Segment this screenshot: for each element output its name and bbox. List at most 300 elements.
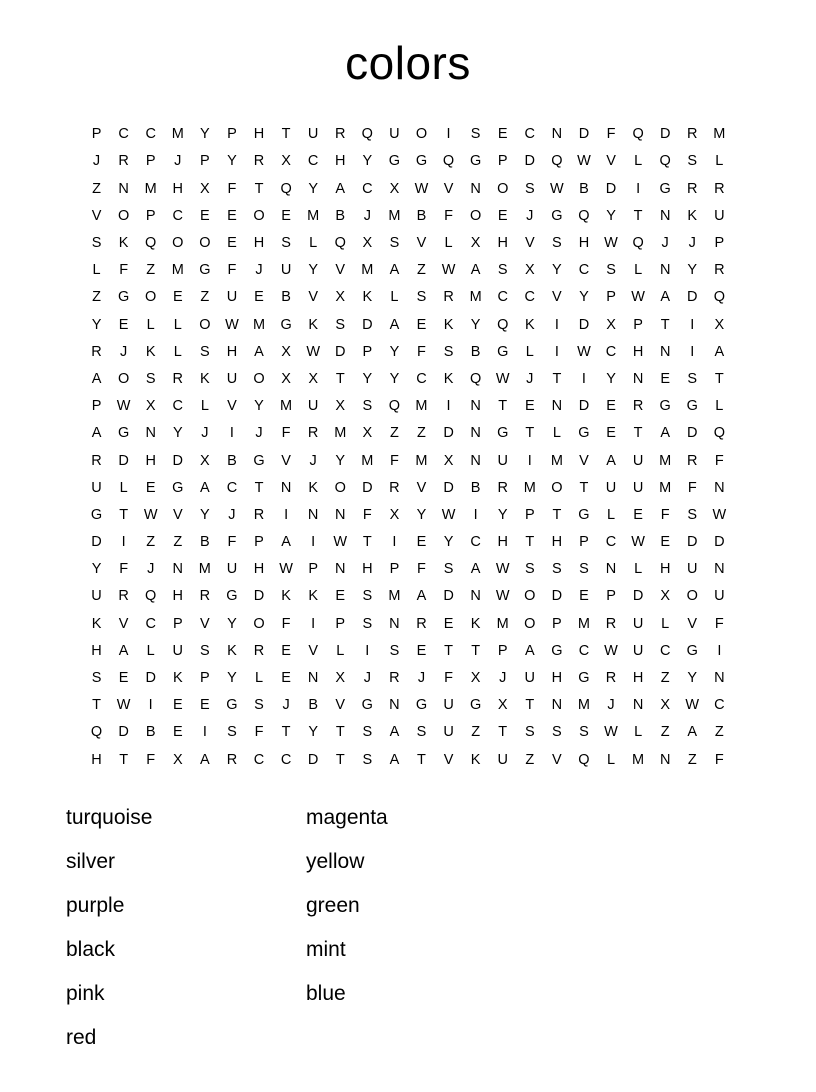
grid-cell: Q xyxy=(469,370,482,387)
grid-cell: E xyxy=(118,670,129,687)
grid-cell: D xyxy=(443,479,454,496)
grid-cell: R xyxy=(335,126,346,143)
grid-cell: Z xyxy=(417,262,426,279)
grid-cell: G xyxy=(497,425,509,442)
grid-cell: P xyxy=(606,588,616,605)
grid-row xyxy=(83,611,733,638)
grid-cell: L xyxy=(254,670,264,687)
grid-row xyxy=(83,257,733,284)
grid-cell: M xyxy=(415,452,428,469)
grid-cell: K xyxy=(308,588,318,605)
grid-cell: X xyxy=(200,452,210,469)
grid-cell: S xyxy=(497,262,508,279)
grid-cell: G xyxy=(117,425,130,442)
grid-cell: Z xyxy=(417,425,426,442)
grid-cell: E xyxy=(281,670,291,687)
grid-cell: F xyxy=(119,262,129,279)
grid-cell: M xyxy=(252,316,266,333)
grid-cell: Q xyxy=(90,724,103,741)
grid-cell: Y xyxy=(606,370,616,387)
grid-row xyxy=(83,176,733,203)
grid-cell: Y xyxy=(227,615,237,632)
grid-cell: X xyxy=(443,452,454,469)
grid-cell: G xyxy=(497,343,509,360)
grid-cell: O xyxy=(334,479,346,496)
grid-cell: I xyxy=(311,534,316,551)
grid-cell: A xyxy=(254,343,264,360)
grid-cell: M xyxy=(307,207,320,224)
grid-cell: N xyxy=(714,479,725,496)
grid-cell: Q xyxy=(497,316,509,333)
grid-cell: Y xyxy=(335,452,346,469)
grid-cell: M xyxy=(280,398,293,415)
grid-cell: G xyxy=(659,398,671,415)
grid-cell: F xyxy=(146,751,156,768)
grid-cell: X xyxy=(470,235,481,252)
grid-cell: D xyxy=(145,670,156,687)
grid-cell: F xyxy=(606,126,616,143)
grid-cell: X xyxy=(389,180,400,197)
grid-cell: W xyxy=(279,561,293,578)
grid-cell: L xyxy=(634,724,643,741)
grid-cell: E xyxy=(145,479,156,496)
grid-cell: J xyxy=(661,235,669,252)
grid-cell: D xyxy=(118,724,129,741)
grid-cell: H xyxy=(551,534,563,551)
grid-cell: Y xyxy=(389,370,400,387)
grid-cell: L xyxy=(309,235,318,252)
grid-row xyxy=(83,502,733,529)
grid-row xyxy=(83,230,733,257)
grid-cell: N xyxy=(118,180,129,197)
grid-cell: G xyxy=(686,642,698,659)
grid-cell: S xyxy=(362,398,373,415)
grid-cell: A xyxy=(389,751,400,768)
grid-cell: N xyxy=(714,561,725,578)
grid-cell: V xyxy=(606,153,616,170)
grid-cell: E xyxy=(524,398,535,415)
grid-cell: O xyxy=(469,207,482,224)
grid-cell: E xyxy=(606,425,616,442)
grid-cell: G xyxy=(578,670,590,687)
grid-cell: F xyxy=(362,506,372,523)
grid-cell: W xyxy=(604,642,618,659)
grid-cell: I xyxy=(690,343,695,360)
grid-cell: S xyxy=(687,370,698,387)
grid-cell: E xyxy=(660,534,671,551)
grid-cell: X xyxy=(524,262,535,279)
grid-cell: D xyxy=(687,289,698,306)
grid-cell: C xyxy=(605,534,617,551)
grid-cell: L xyxy=(634,561,643,578)
grid-cell: W xyxy=(441,506,456,523)
grid-cell: S xyxy=(254,697,264,714)
grid-cell: T xyxy=(92,697,101,714)
grid-cell: P xyxy=(497,153,508,170)
grid-cell: K xyxy=(443,316,454,333)
grid-cell: M xyxy=(496,615,509,632)
grid-cell: A xyxy=(200,751,210,768)
grid-row xyxy=(83,203,733,230)
grid-cell: M xyxy=(523,479,536,496)
grid-cell: M xyxy=(659,479,672,496)
grid-cell: W xyxy=(306,343,320,360)
grid-cell: P xyxy=(200,153,210,170)
grid-cell: L xyxy=(444,235,453,252)
grid-cell: J xyxy=(526,207,534,224)
grid-cell: E xyxy=(254,289,264,306)
grid-cell: E xyxy=(606,398,616,415)
grid-cell: T xyxy=(254,479,264,496)
grid-cell: Z xyxy=(660,670,670,687)
grid-cell: G xyxy=(415,697,428,714)
word-list-item: blue xyxy=(306,981,346,1005)
grid-cell: V xyxy=(443,180,454,197)
grid-cell: E xyxy=(281,642,291,659)
grid-cell: C xyxy=(307,153,319,170)
grid-cell: H xyxy=(632,670,644,687)
grid-cell: J xyxy=(255,262,263,279)
grid-cell: J xyxy=(147,561,155,578)
grid-row xyxy=(83,148,733,175)
grid-cell: Y xyxy=(362,153,373,170)
grid-cell: F xyxy=(444,207,453,224)
grid-cell: M xyxy=(334,425,347,442)
grid-row xyxy=(83,447,733,474)
grid-cell: X xyxy=(470,670,481,687)
grid-cell: X xyxy=(660,588,671,605)
grid-cell: Q xyxy=(713,289,725,306)
grid-cell: G xyxy=(469,153,482,170)
grid-cell: F xyxy=(687,479,697,496)
grid-cell: L xyxy=(92,262,101,279)
grid-cell: V xyxy=(552,751,562,768)
grid-cell: Q xyxy=(578,207,590,224)
grid-cell: D xyxy=(307,751,319,768)
worksheet-page xyxy=(0,36,816,1092)
grid-cell: H xyxy=(91,642,102,659)
grid-cell: N xyxy=(389,697,400,714)
grid-cell: G xyxy=(280,316,292,333)
grid-cell: M xyxy=(144,180,157,197)
grid-cell: L xyxy=(661,615,670,632)
grid-cell: F xyxy=(444,670,453,687)
grid-cell: R xyxy=(687,452,698,469)
grid-cell: U xyxy=(605,479,617,496)
grid-cell: S xyxy=(552,561,562,578)
grid-cell: F xyxy=(281,615,291,632)
grid-cell: O xyxy=(253,615,265,632)
grid-cell: X xyxy=(714,316,725,333)
grid-cell: T xyxy=(471,642,481,659)
grid-cell: M xyxy=(171,126,184,143)
grid-cell: V xyxy=(416,235,427,252)
grid-cell: K xyxy=(227,642,237,659)
grid-cell: Z xyxy=(92,180,101,197)
grid-cell: B xyxy=(281,289,291,306)
grid-cell: P xyxy=(335,615,346,632)
grid-cell: X xyxy=(281,370,291,387)
grid-cell: U xyxy=(687,561,698,578)
grid-cell: W xyxy=(577,343,591,360)
word-list xyxy=(58,796,758,1060)
grid-cell: C xyxy=(172,398,184,415)
grid-cell: U xyxy=(443,724,454,741)
grid-cell: D xyxy=(632,588,644,605)
grid-cell: E xyxy=(416,534,427,551)
grid-cell: W xyxy=(441,262,456,279)
grid-cell: E xyxy=(118,316,129,333)
grid-cell: W xyxy=(604,235,618,252)
grid-cell: T xyxy=(525,697,535,714)
grid-cell: R xyxy=(605,670,617,687)
grid-cell: K xyxy=(687,207,698,224)
grid-cell: Q xyxy=(713,425,725,442)
word-list-item: yellow xyxy=(306,849,365,873)
grid-cell: Y xyxy=(91,316,102,333)
grid-cell: N xyxy=(470,180,481,197)
grid-cell: T xyxy=(525,425,535,442)
grid-row xyxy=(83,475,733,502)
grid-cell: G xyxy=(551,207,563,224)
word-search-grid xyxy=(83,121,733,774)
grid-cell: J xyxy=(309,452,317,469)
grid-cell: C xyxy=(226,479,238,496)
grid-cell: P xyxy=(633,316,643,333)
grid-cell: Y xyxy=(308,262,318,279)
grid-cell: U xyxy=(714,207,725,224)
grid-cell: N xyxy=(659,751,671,768)
grid-cell: D xyxy=(91,534,102,551)
grid-cell: T xyxy=(119,751,129,768)
grid-cell: D xyxy=(687,425,698,442)
grid-cell: Q xyxy=(578,751,590,768)
grid-cell: C xyxy=(416,370,427,387)
grid-cell: N xyxy=(551,126,563,143)
grid-cell: G xyxy=(469,697,482,714)
grid-cell: R xyxy=(443,289,454,306)
grid-cell: E xyxy=(579,588,589,605)
grid-cell: I xyxy=(202,724,207,741)
grid-cell: N xyxy=(335,561,346,578)
grid-cell: G xyxy=(199,262,211,279)
grid-cell: K xyxy=(200,370,210,387)
grid-cell: G xyxy=(551,642,563,659)
grid-cell: X xyxy=(606,316,616,333)
grid-row xyxy=(83,339,733,366)
grid-cell: F xyxy=(714,615,724,632)
grid-cell: A xyxy=(281,534,291,551)
grid-cell: N xyxy=(172,561,184,578)
grid-cell: M xyxy=(415,398,428,415)
grid-cell: A xyxy=(416,588,427,605)
grid-cell: G xyxy=(388,153,401,170)
grid-cell: A xyxy=(389,724,400,741)
grid-cell: L xyxy=(606,506,616,523)
grid-cell: Y xyxy=(308,724,318,741)
grid-cell: D xyxy=(524,153,536,170)
grid-cell: S xyxy=(579,724,589,741)
grid-cell: P xyxy=(200,670,210,687)
grid-cell: Z xyxy=(687,751,697,768)
grid-cell: S xyxy=(362,724,373,741)
grid-cell: Y xyxy=(254,398,264,415)
grid-cell: D xyxy=(335,343,346,360)
grid-cell: Y xyxy=(606,207,616,224)
grid-cell: P xyxy=(552,615,562,632)
grid-cell: I xyxy=(717,642,722,659)
grid-cell: K xyxy=(118,235,129,252)
grid-cell: L xyxy=(634,262,643,279)
grid-cell: N xyxy=(335,506,346,523)
grid-cell: B xyxy=(335,207,346,224)
grid-cell: R xyxy=(253,506,265,523)
grid-cell: S xyxy=(362,615,373,632)
grid-cell: H xyxy=(253,235,265,252)
grid-cell: S xyxy=(362,588,373,605)
grid-cell: N xyxy=(470,588,481,605)
grid-cell: N xyxy=(605,561,617,578)
grid-cell: G xyxy=(361,697,373,714)
grid-cell: M xyxy=(361,262,374,279)
grid-cell: C xyxy=(145,615,156,632)
grid-cell: U xyxy=(632,642,644,659)
grid-cell: Y xyxy=(362,370,373,387)
grid-cell: C xyxy=(714,697,725,714)
grid-cell: X xyxy=(200,180,210,197)
grid-cell: L xyxy=(390,289,399,306)
word-list-item: red xyxy=(66,1025,97,1049)
grid-row xyxy=(83,556,733,583)
grid-cell: S xyxy=(524,180,535,197)
grid-cell: A xyxy=(687,724,698,741)
grid-cell: Q xyxy=(334,235,346,252)
grid-cell: E xyxy=(281,207,291,224)
grid-cell: F xyxy=(714,452,724,469)
grid-cell: U xyxy=(91,479,102,496)
grid-cell: I xyxy=(311,615,316,632)
grid-cell: E xyxy=(335,588,346,605)
grid-cell: S xyxy=(524,561,535,578)
grid-cell: J xyxy=(363,207,371,224)
grid-cell: E xyxy=(200,697,210,714)
grid-row xyxy=(83,747,733,774)
grid-cell: Z xyxy=(146,262,156,279)
grid-cell: A xyxy=(714,343,725,360)
grid-cell: T xyxy=(254,180,264,197)
grid-cell: R xyxy=(416,615,427,632)
grid-cell: Q xyxy=(361,126,373,143)
word-list-item: purple xyxy=(66,893,125,917)
grid-cell: P xyxy=(172,615,183,632)
grid-cell: X xyxy=(335,398,346,415)
grid-row xyxy=(83,583,733,610)
grid-cell: G xyxy=(578,425,590,442)
grid-cell: F xyxy=(417,561,426,578)
grid-cell: A xyxy=(91,370,102,387)
grid-cell: R xyxy=(253,153,265,170)
grid-cell: I xyxy=(392,534,397,551)
grid-cell: U xyxy=(172,642,184,659)
grid-cell: W xyxy=(143,506,158,523)
grid-cell: Y xyxy=(687,262,698,279)
grid-cell: L xyxy=(146,316,155,333)
grid-cell: X xyxy=(281,153,291,170)
grid-cell: L xyxy=(715,153,724,170)
grid-cell: X xyxy=(660,697,671,714)
grid-cell: V xyxy=(200,615,210,632)
grid-cell: A xyxy=(660,289,671,306)
grid-cell: Z xyxy=(714,724,724,741)
grid-cell: W xyxy=(550,180,564,197)
grid-cell: R xyxy=(389,670,400,687)
grid-cell: G xyxy=(659,180,671,197)
grid-cell: J xyxy=(417,670,426,687)
word-list-item: pink xyxy=(66,981,105,1005)
grid-cell: V xyxy=(308,642,318,659)
grid-cell: Q xyxy=(632,235,644,252)
grid-cell: S xyxy=(687,506,698,523)
word-list-item: mint xyxy=(306,937,346,961)
grid-cell: P xyxy=(579,534,589,551)
grid-cell: F xyxy=(119,561,129,578)
grid-cell: U xyxy=(632,452,644,469)
grid-cell: V xyxy=(118,615,129,632)
grid-cell: S xyxy=(470,126,481,143)
grid-cell: S xyxy=(606,262,616,279)
grid-cell: K xyxy=(145,343,156,360)
grid-cell: D xyxy=(551,588,563,605)
grid-row xyxy=(83,692,733,719)
grid-cell: B xyxy=(200,534,210,551)
grid-cell: I xyxy=(121,534,126,551)
grid-cell: T xyxy=(633,425,643,442)
grid-cell: T xyxy=(498,398,508,415)
grid-cell: D xyxy=(578,126,590,143)
grid-cell: U xyxy=(632,615,644,632)
word-list-item: magenta xyxy=(306,805,388,829)
grid-cell: W xyxy=(333,534,348,551)
grid-cell: N xyxy=(551,398,563,415)
grid-cell: B xyxy=(308,697,318,714)
grid-cell: X xyxy=(362,425,373,442)
grid-cell: E xyxy=(416,316,427,333)
grid-cell: H xyxy=(145,452,156,469)
grid-cell: D xyxy=(443,588,454,605)
grid-cell: L xyxy=(715,398,724,415)
grid-cell: M xyxy=(388,207,401,224)
grid-cell: W xyxy=(685,697,700,714)
grid-cell: C xyxy=(605,343,617,360)
grid-cell: M xyxy=(632,751,645,768)
grid-cell: O xyxy=(415,126,428,143)
grid-cell: D xyxy=(578,398,590,415)
grid-cell: H xyxy=(497,235,508,252)
grid-cell: G xyxy=(226,588,238,605)
grid-cell: S xyxy=(416,724,427,741)
grid-cell: E xyxy=(200,207,210,224)
grid-cell: L xyxy=(336,642,345,659)
grid-cell: V xyxy=(335,697,346,714)
grid-cell: Y xyxy=(227,670,237,687)
grid-cell: V xyxy=(552,289,562,306)
grid-cell: L xyxy=(552,425,561,442)
grid-cell: S xyxy=(91,235,102,252)
word-list-item: green xyxy=(306,893,360,917)
grid-cell: N xyxy=(551,697,563,714)
grid-cell: R xyxy=(307,425,319,442)
grid-cell: O xyxy=(253,207,265,224)
